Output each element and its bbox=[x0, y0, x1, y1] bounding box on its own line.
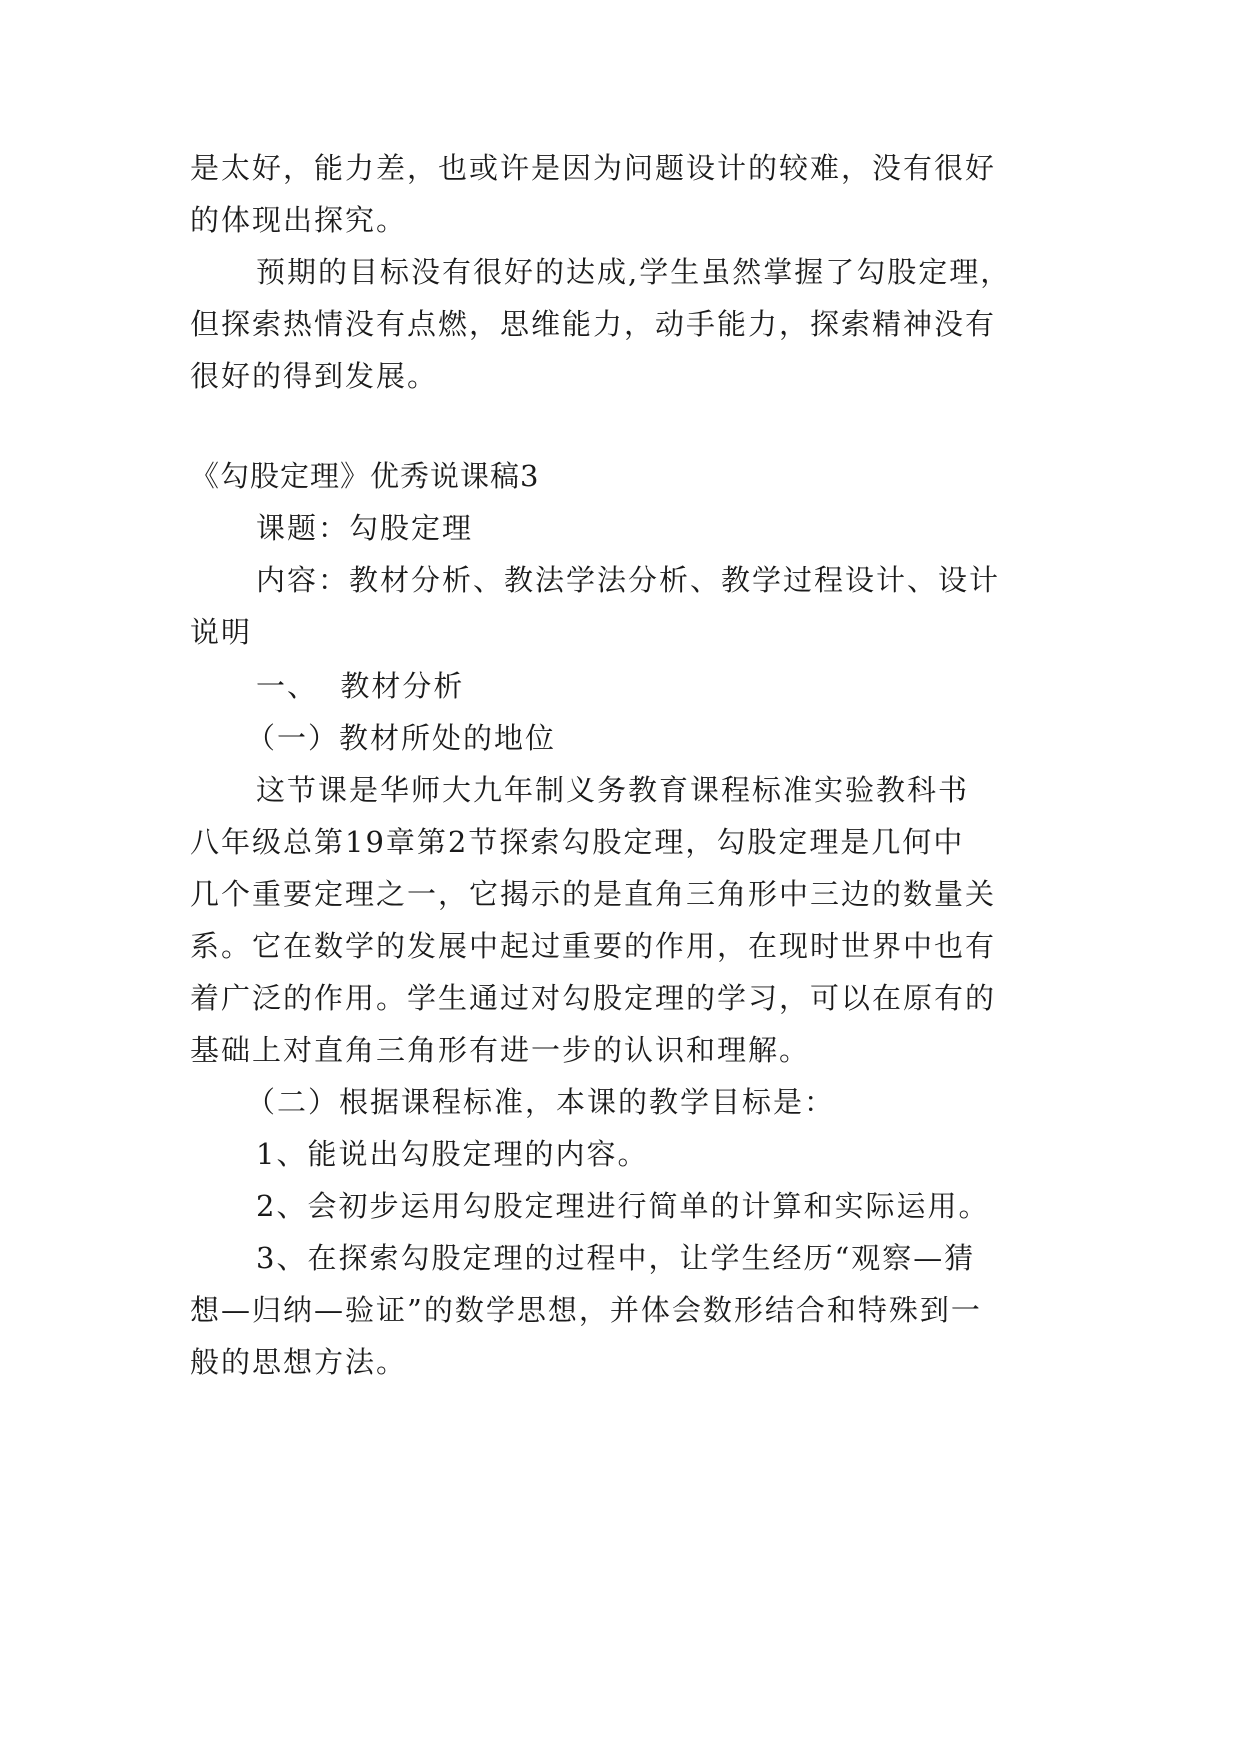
paragraph-line: 几个重要定理之一，它揭示的是直角三角形中三边的数量关 bbox=[190, 877, 997, 911]
paragraph-line: 是太好，能力差，也或许是因为问题设计的较难，没有很好 bbox=[190, 151, 997, 185]
paragraph-line: 很好的得到发展。 bbox=[190, 359, 439, 393]
paragraph-line: 的体现出探究。 bbox=[190, 203, 408, 237]
paragraph-line: 基础上对直角三角形有进一步的认识和理解。 bbox=[190, 1033, 811, 1067]
goal-item-line: 般的思想方法。 bbox=[190, 1345, 408, 1379]
goal-item: 1、能说出勾股定理的内容。 bbox=[256, 1137, 649, 1171]
section-title: 《勾股定理》优秀说课稿3 bbox=[190, 459, 540, 493]
paragraph-line: 但探索热情没有点燃，思维能力，动手能力，探索精神没有 bbox=[190, 307, 997, 341]
heading-textbook-analysis: 一、 教材分析 bbox=[256, 669, 465, 703]
content-line: 说明 bbox=[190, 615, 253, 649]
subheading-position: （一）教材所处的地位 bbox=[246, 721, 557, 755]
subheading-goals: （二）根据课程标准，本课的教学目标是： bbox=[246, 1085, 836, 1119]
goal-item: 2、会初步运用勾股定理进行简单的计算和实际运用。 bbox=[256, 1189, 990, 1223]
paragraph-line: 八年级总第19章第2节探索勾股定理，勾股定理是几何中 bbox=[190, 825, 965, 859]
content-line: 内容：教材分析、教法学法分析、教学过程设计、设计 bbox=[256, 563, 1001, 597]
paragraph-line: 预期的目标没有很好的达成,学生虽然掌握了勾股定理， bbox=[256, 255, 1012, 289]
goal-item-line: 想—归纳—验证”的数学思想，并体会数形结合和特殊到一 bbox=[190, 1293, 982, 1327]
paragraph-line: 这节课是华师大九年制义务教育课程标准实验教科书 bbox=[256, 773, 970, 807]
goal-item: 3、在探索勾股定理的过程中，让学生经历“观察—猜 bbox=[256, 1241, 976, 1275]
topic-line: 课题：勾股定理 bbox=[256, 511, 474, 545]
paragraph-line: 系。它在数学的发展中起过重要的作用，在现时世界中也有 bbox=[190, 929, 997, 963]
paragraph-line: 着广泛的作用。学生通过对勾股定理的学习，可以在原有的 bbox=[190, 981, 997, 1015]
